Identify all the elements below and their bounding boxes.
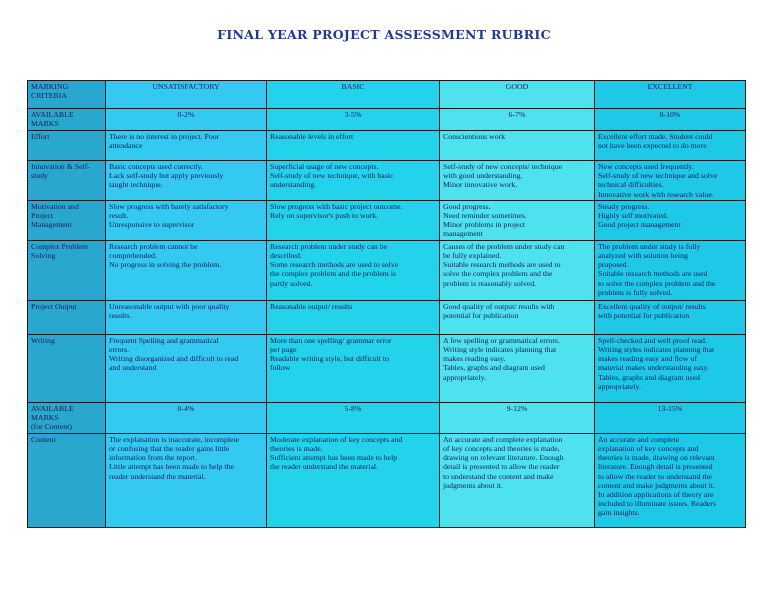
cell-text-line: Little attempt has been made to help the	[109, 462, 234, 472]
marks-value	[595, 402, 746, 433]
marks-label	[28, 109, 106, 131]
cell-text-line: 13-15%	[657, 403, 683, 413]
criterion-label	[28, 131, 106, 161]
descriptor-cell	[106, 433, 267, 527]
marks-value	[267, 109, 440, 131]
cell-text-line: appropriately.	[598, 381, 642, 391]
cell-text-line: No progress in solving the problem.	[109, 260, 222, 270]
cell-text-line: Innovative work with research value.	[598, 189, 714, 199]
criterion-row	[28, 334, 746, 402]
descriptor-cell	[595, 131, 746, 161]
marks-row	[28, 109, 746, 131]
cell-text-line: Tables, graphs and diagram used	[598, 372, 700, 382]
cell-text-line: The explanation is inaccurate, incomplete	[109, 434, 240, 444]
criterion-label	[28, 240, 106, 300]
cell-text-line: Writing style indicates planning that	[443, 345, 557, 355]
descriptor-cell	[440, 300, 595, 334]
cell-text-line: GOOD	[505, 82, 529, 91]
cell-text-line: information from the report.	[109, 453, 197, 463]
cell-text-line: Research problem cannot be	[109, 241, 198, 251]
cell-text-line: makes reading easy.	[443, 354, 506, 364]
cell-text-line: (for Content)	[31, 422, 72, 432]
descriptor-cell	[440, 433, 595, 527]
cell-text-line: Writing	[31, 335, 55, 345]
marks-label	[28, 402, 106, 433]
cell-text-line: Writing styles indicates planning that	[598, 345, 715, 355]
cell-text-line: the complex problem and the problem is	[270, 269, 397, 279]
criterion-row	[28, 240, 746, 300]
cell-text-line: detail is presented to allow the reader	[443, 462, 560, 472]
header-row	[28, 81, 746, 109]
cell-text-line: Minor problems in project	[443, 220, 526, 230]
cell-text-line: 0-4%	[177, 403, 195, 413]
cell-text-line: Unreasonable output with poor quality	[109, 301, 230, 311]
cell-text-line: Research problem under study can be	[270, 241, 388, 251]
descriptor-cell	[595, 240, 746, 300]
cell-text-line: Spell-checked and well proof read.	[598, 335, 707, 345]
cell-text-line: to understand the content and make	[443, 471, 554, 481]
level-header	[267, 81, 440, 109]
cell-text-line: attendance	[109, 141, 143, 151]
cell-text-line: Self-study of new technique and solve	[598, 171, 718, 181]
cell-text-line: partly solved.	[270, 278, 313, 288]
cell-text-line: MARKS	[31, 119, 59, 129]
marks-row	[28, 402, 746, 433]
cell-text-line: solve the complex problem and the	[443, 269, 553, 279]
cell-text-line: not have been expected to do more	[598, 141, 707, 151]
cell-text-line: CRITERIA	[31, 91, 67, 101]
descriptor-cell	[440, 131, 595, 161]
cell-text-line: content and make judgments about it.	[598, 480, 715, 490]
cell-text-line: 5-8%	[344, 403, 362, 413]
cell-text-line: follow	[270, 363, 291, 373]
descriptor-cell	[267, 240, 440, 300]
cell-text-line: Need reminder sometimes.	[443, 211, 527, 221]
descriptor-cell	[267, 300, 440, 334]
cell-text-line: Slow progress with basic project outcome.	[270, 201, 403, 211]
cell-text-line: In addition applications of theory are	[598, 490, 714, 500]
cell-text-line: Solving	[31, 251, 56, 261]
descriptor-cell	[440, 161, 595, 201]
criterion-row	[28, 200, 746, 240]
cell-text-line: 8-10%	[659, 110, 681, 119]
cell-text-line: 3-5%	[344, 110, 362, 119]
descriptor-cell	[106, 300, 267, 334]
criterion-row	[28, 300, 746, 334]
cell-text-line: Readable writing style, but difficult to	[270, 354, 389, 364]
cell-text-line: AVAILABLE MARKS	[31, 403, 74, 423]
cell-text-line: Reasonable output/ results	[270, 301, 353, 311]
descriptor-cell	[267, 334, 440, 402]
criteria-header	[28, 81, 106, 109]
cell-text-line: Minor innovative work.	[443, 180, 518, 190]
cell-text-line: potential for publication	[443, 311, 519, 321]
descriptor-cell	[595, 200, 746, 240]
cell-text-line: Frequent Spelling and grammatical	[109, 335, 219, 345]
cell-text-line: An accurate and complete explanation	[443, 434, 563, 444]
cell-text-line: problem is fully solved.	[598, 287, 673, 297]
cell-text-line: Management	[31, 220, 72, 230]
cell-text-line: theories is made, drawing on relevant	[598, 453, 715, 463]
marks-value	[267, 402, 440, 433]
cell-text-line: Innovation & Self-	[31, 162, 90, 171]
cell-text-line: Content	[31, 434, 56, 444]
cell-text-line: Self-study of new concepts/ technique	[443, 162, 563, 171]
cell-text-line: to allow the reader to understand the	[598, 471, 712, 481]
cell-text-line: Suitable research methods are used to	[443, 260, 561, 270]
cell-text-line: Good quality of output/ results with	[443, 301, 555, 311]
cell-text-line: result.	[109, 211, 129, 221]
cell-text-line: UNSATISFACTORY	[152, 82, 220, 91]
descriptor-cell	[595, 334, 746, 402]
cell-text-line: Steady progress.	[598, 201, 650, 211]
cell-text-line: Excellent quality of output/ results	[598, 301, 706, 311]
marks-value	[106, 402, 267, 433]
marks-value	[595, 109, 746, 131]
cell-text-line: with potential for publication	[598, 311, 690, 321]
cell-text-line: Rely on supervisor's push to work.	[270, 211, 378, 221]
cell-text-line: Effort	[31, 132, 50, 141]
cell-text-line: Reasonable levels in effort	[270, 132, 354, 141]
cell-text-line: Good project management	[598, 220, 681, 230]
descriptor-cell	[595, 161, 746, 201]
cell-text-line: BASIC	[341, 82, 365, 91]
marks-value	[440, 109, 595, 131]
cell-text-line: EXCELLENT	[647, 82, 693, 91]
cell-text-line: makes reading easy and flow of	[598, 354, 697, 364]
criterion-label	[28, 433, 106, 527]
cell-text-line: The problem under study is fully	[598, 241, 701, 251]
cell-text-line: study	[31, 171, 48, 181]
cell-text-line: Some research methods are used to solve	[270, 260, 399, 270]
criterion-label	[28, 300, 106, 334]
criterion-row	[28, 131, 746, 161]
criterion-label	[28, 334, 106, 402]
cell-text-line: Tables, graphs and diagram used	[443, 363, 545, 373]
cell-text-line: of key concepts and theories is made,	[443, 444, 560, 454]
cell-text-line: Moderate explanation of key concepts and	[270, 434, 403, 444]
cell-text-line: technical difficulties.	[598, 180, 664, 190]
cell-text-line: Causes of the problem under study can	[443, 241, 565, 251]
cell-text-line: the reader understand the material.	[270, 462, 379, 472]
cell-text-line: literature. Enough detail is presented	[598, 462, 713, 472]
cell-text-line: Self-study of new technique, with basic	[270, 171, 394, 181]
rubric-table	[27, 80, 746, 528]
cell-text-line: Complex Problem	[31, 241, 88, 251]
cell-text-line: results.	[109, 311, 132, 321]
cell-text-line: Slow progress with barely satisfactory	[109, 201, 229, 211]
cell-text-line: Excellent effort made. Student could	[598, 132, 713, 141]
cell-text-line: material makes understanding easy.	[598, 363, 709, 373]
descriptor-cell	[267, 433, 440, 527]
descriptor-cell	[440, 334, 595, 402]
descriptor-cell	[106, 240, 267, 300]
cell-text-line: included to illuminate issues. Readers	[598, 499, 717, 509]
cell-text-line: Highly self motivated.	[598, 211, 668, 221]
cell-text-line: Good progress.	[443, 201, 491, 211]
cell-text-line: Superficial usage of new concepts.	[270, 162, 379, 171]
cell-text-line: with good understanding.	[443, 171, 523, 181]
descriptor-cell	[267, 161, 440, 201]
cell-text-line: Conscientious work	[443, 132, 506, 141]
cell-text-line: to solve the complex problem and the	[598, 278, 716, 288]
level-header	[106, 81, 267, 109]
cell-text-line: MARKING	[31, 82, 69, 91]
cell-text-line: proposed.	[598, 260, 629, 270]
cell-text-line: 0-2%	[177, 110, 195, 119]
cell-text-line: Project	[31, 211, 54, 221]
cell-text-line: problem is reasonably solved.	[443, 278, 537, 288]
cell-text-line: There is no interest in project. Poor	[109, 132, 220, 141]
cell-text-line: appropriately.	[443, 372, 487, 382]
descriptor-cell	[267, 131, 440, 161]
cell-text-line: be fully explained.	[443, 251, 502, 261]
cell-text-line: Motivation and	[31, 201, 79, 211]
cell-text-line: taught technique.	[109, 180, 163, 190]
cell-text-line: theories is made.	[270, 444, 323, 454]
descriptor-cell	[440, 200, 595, 240]
cell-text-line: judgments about it.	[443, 480, 503, 490]
cell-text-line: understanding.	[270, 180, 317, 190]
descriptor-cell	[595, 433, 746, 527]
cell-text-line: comprehended.	[109, 251, 157, 261]
descriptor-cell	[106, 161, 267, 201]
criterion-label	[28, 161, 106, 201]
cell-text-line: Writing disorganized and difficult to read	[109, 354, 239, 364]
cell-text-line: errors.	[109, 345, 130, 355]
criterion-row	[28, 433, 746, 527]
cell-text-line: analyzed with solution being	[598, 251, 688, 261]
cell-text-line: Unresponsive to supervisor	[109, 220, 195, 230]
descriptor-cell	[267, 200, 440, 240]
cell-text-line: New concepts used frequently.	[598, 162, 694, 171]
cell-text-line: management	[443, 229, 483, 239]
cell-text-line: and understand	[109, 363, 157, 373]
cell-text-line: AVAILABLE	[31, 110, 74, 119]
cell-text-line: A few spelling or grammatical errors.	[443, 335, 560, 345]
criterion-label	[28, 200, 106, 240]
cell-text-line: reader understand the material.	[109, 471, 206, 481]
cell-text-line: drawing on relevant literature. Enough	[443, 453, 564, 463]
cell-text-line: gain insights.	[598, 508, 640, 518]
cell-text-line: per page	[270, 345, 297, 355]
descriptor-cell	[106, 200, 267, 240]
cell-text-line: An accurate and complete	[598, 434, 680, 444]
descriptor-cell	[595, 300, 746, 334]
criterion-row	[28, 161, 746, 201]
cell-text-line: Project Output	[31, 301, 77, 311]
page-title: FINAL YEAR PROJECT ASSESSMENT RUBRIC	[217, 27, 551, 42]
cell-text-line: explanation of key concepts and	[598, 444, 699, 454]
descriptor-cell	[106, 131, 267, 161]
cell-text-line: 9-12%	[506, 403, 528, 413]
cell-text-line: described.	[270, 251, 302, 261]
cell-text-line: Suitable research methods are used	[598, 269, 708, 279]
marks-value	[440, 402, 595, 433]
descriptor-cell	[440, 240, 595, 300]
cell-text-line: More than one spelling/ grammar error	[270, 335, 392, 345]
cell-text-line: Lack self-study but apply previously	[109, 171, 224, 181]
marks-value	[106, 109, 267, 131]
cell-text-line: Basic concepts used correctly.	[109, 162, 203, 171]
cell-text-line: or confusing that the reader gains little	[109, 444, 230, 454]
level-header	[595, 81, 746, 109]
cell-text-line: Sufficient attempt has been made to help	[270, 453, 398, 463]
level-header	[440, 81, 595, 109]
cell-text-line: 6-7%	[508, 110, 526, 119]
descriptor-cell	[106, 334, 267, 402]
